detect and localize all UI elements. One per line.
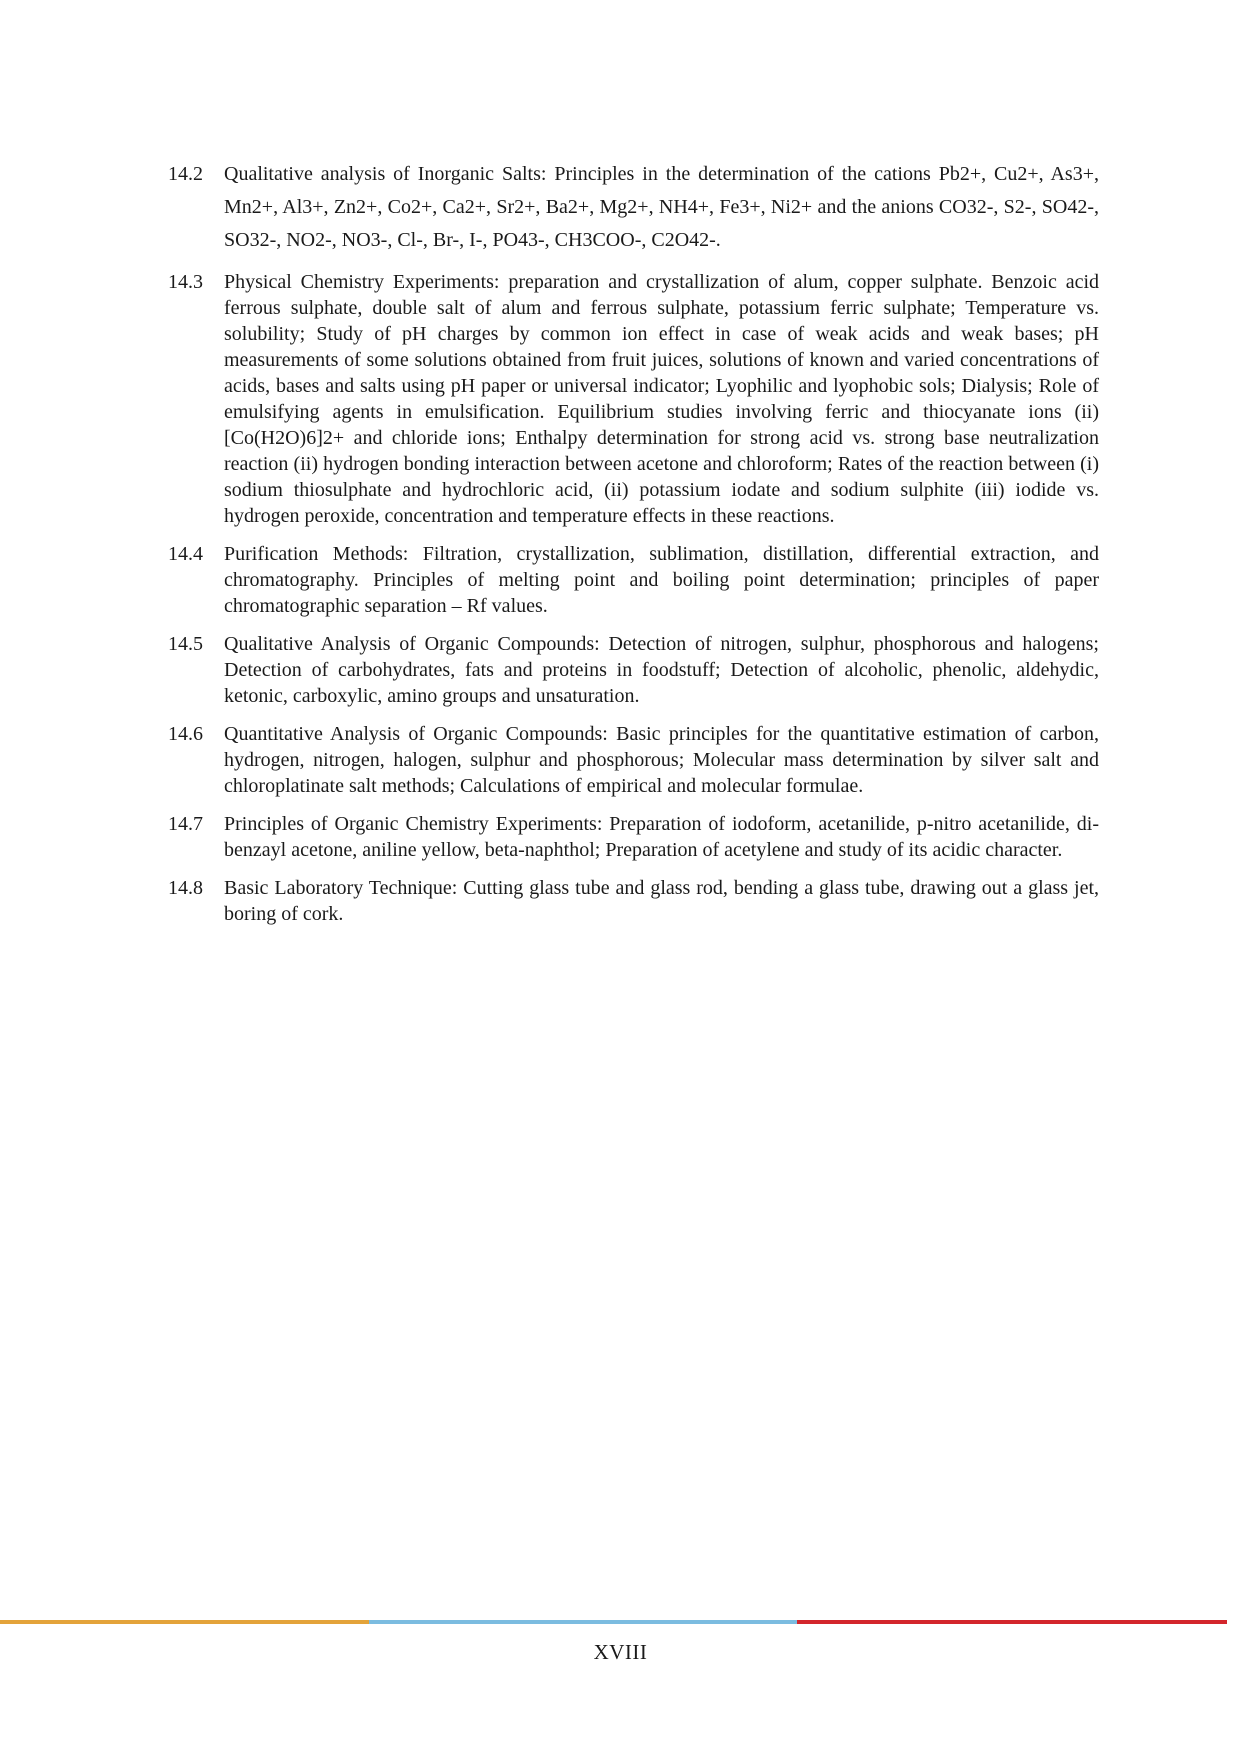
section-14-2 bbox=[168, 158, 1099, 257]
section-number: 14.6 bbox=[168, 723, 203, 745]
section-text: Physical Chemistry Experiments: preparation and crystallization of alum, copper sulphate. Benzoic acid ferrous sulphate, double salt of alum and ferrous sulphate, potassium ferric sulphate; Temperature vs. solubility; Study of pH charges by common ion effect in case of weak acids and weak bases; pH measurements of some solutions obtained from fruit juices, solutions of known and varied concentrations of acids, bases and salts using pH paper or universal indicator; Lyophilic and lyophobic sols; Dialysis; Role of emulsifying agents in emulsification. Equilibrium studies involving ferric and thiocyanate ions (ii) [Co(H2O)6]2+ and chloride ions; Enthalpy determination for strong acid vs. strong base neutralization reaction (ii) hydrogen bonding interaction between acetone and chloroform; Rates of the reaction between (i) sodium thiosulphate and hydrochloric acid, (ii) potassium iodate and sodium sulphite (iii) iodide vs. hydrogen peroxide, concentration and temperature effects in these reactions. bbox=[224, 271, 1099, 527]
footer-rule-orange bbox=[0, 1620, 369, 1624]
section-number: 14.7 bbox=[168, 813, 203, 835]
section-14-5 bbox=[168, 631, 1099, 709]
section-14-3 bbox=[168, 269, 1099, 529]
footer-rule-red bbox=[797, 1620, 1227, 1624]
section-text: Qualitative analysis of Inorganic Salts: Principles in the determination of the cations Pb2+, Cu2+, As3+, Mn2+, Al3+, Zn2+, Co2+, Ca2+, Sr2+, Ba2+, Mg2+, NH4+, Fe3+, Ni2+ and the anions CO32-, S2-, SO42-, SO32-, NO2-, NO3-, Cl-, Br-, I-, PO43-, CH3COO-, C2O42-. bbox=[224, 163, 1099, 251]
section-text: Purification Methods: Filtration, crystallization, sublimation, distillation, differential extraction, and chromatography. Principles of melting point and boiling point determination; principles of paper chromatographic separation – Rf values. bbox=[224, 543, 1099, 617]
section-number: 14.4 bbox=[168, 543, 203, 565]
section-text: Principles of Organic Chemistry Experiments: Preparation of iodoform, acetanilide, p-nitro acetanilide, di-benzayl acetone, aniline yellow, beta-naphthol; Preparation of acetylene and study of its acidic character. bbox=[224, 813, 1099, 861]
section-number: 14.2 bbox=[168, 163, 203, 185]
section-14-6 bbox=[168, 721, 1099, 799]
section-number: 14.8 bbox=[168, 877, 203, 899]
page-number: XVIII bbox=[593, 1640, 648, 1664]
section-number: 14.5 bbox=[168, 633, 203, 655]
syllabus-section-list bbox=[168, 158, 1099, 939]
footer-rule-blue bbox=[369, 1620, 797, 1624]
section-text: Basic Laboratory Technique: Cutting glass tube and glass rod, bending a glass tube, drawing out a glass jet, boring of cork. bbox=[224, 877, 1099, 925]
section-text: Qualitative Analysis of Organic Compounds: Detection of nitrogen, sulphur, phosphorous and halogens; Detection of carbohydrates, fats and proteins in foodstuff; Detection of alcoholic, phenolic, aldehydic, ketonic, carboxylic, amino groups and unsaturation. bbox=[224, 633, 1099, 707]
section-14-8 bbox=[168, 875, 1099, 927]
section-text: Quantitative Analysis of Organic Compounds: Basic principles for the quantitative estimation of carbon, hydrogen, nitrogen, halogen, sulphur and phosphorous; Molecular mass determination by silver salt and chloroplatinate salt methods; Calculations of empirical and molecular formulae. bbox=[224, 723, 1099, 797]
section-14-7 bbox=[168, 811, 1099, 863]
section-number: 14.3 bbox=[168, 271, 203, 293]
section-14-4 bbox=[168, 541, 1099, 619]
